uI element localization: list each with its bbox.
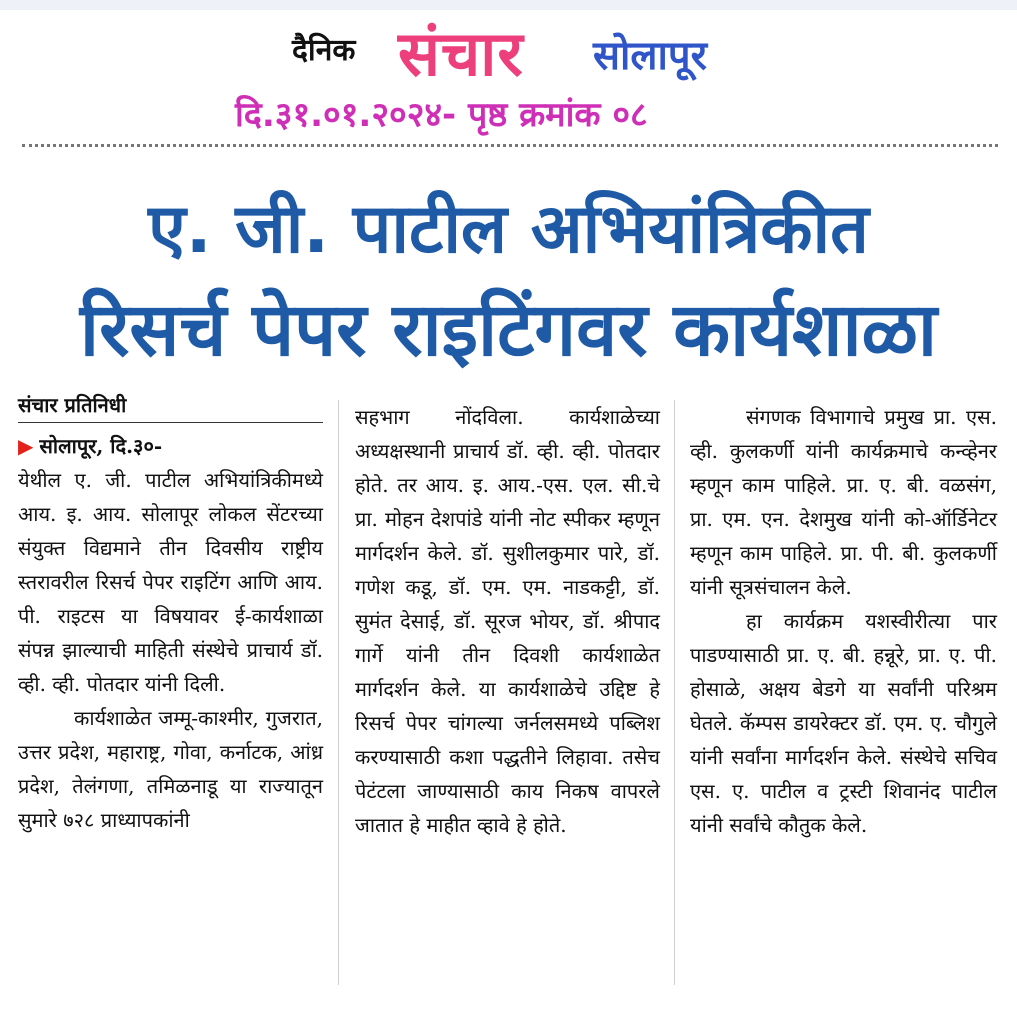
article-column-2 — [355, 400, 660, 842]
column-divider — [338, 400, 339, 985]
masthead — [0, 10, 1017, 90]
headline-line-2: रिसर्च पेपर राइटिंगवर कार्यशाळा — [79, 287, 938, 373]
headline-line-1: ए. जी. पाटील अभियांत्रिकीत — [148, 190, 869, 269]
masthead-city: सोलापूर — [593, 33, 707, 79]
paragraph: सहभाग नोंदविला. कार्यशाळेच्या अध्यक्षस्थानी प्राचार्य डॉ. व्ही. व्ही. पोतदार होते. तर आय. इ. आय.-एस. एल. सी.चे प्रा. मोहन देशपांडे यांनी नोट स्पीकर म्हणून मार्गदर्शन केले. डॉ. सुशीलकुमार पारे, डॉ. गणेश कडू, डॉ. एम. एम. नाडकट्टी, डॉ. सुमंत देसाई, डॉ. सूरज भोयर, डॉ. श्रीपाद गार्गे यांनी तीन दिवशी कार्यशाळेत मार्गदर्शन केले. या कार्यशाळेचे उद्दिष्ट हे रिसर्च पेपर चांगल्या जर्नलसमध्ये पब्लिश करण्यासाठी कशा पद्धतीने लिहावा. तसेच पेटंटला जाण्यासाठी काय निकष वापरले जातात हे माहीत व्हावे हे होते. — [355, 405, 660, 837]
edition-dateline: दि.३१.०१.२०२४- पृष्ठ क्रमांक ०८ — [235, 95, 648, 135]
paragraph: येथील ए. जी. पाटील अभियांत्रिकीमध्ये आय. इ. आय. सोलापूर लोकल सेंटरच्या संयुक्त विद्यमाने तीन दिवसीय राष्ट्रीय स्तरावरील रिसर्च पेपर राइटिंग आणि आय. पी. राइटस या विषयावर ई-कार्यशाळा संपन्न झाल्याची माहिती संस्थेचे प्राचार्य डॉ. व्ही. व्ही. पोतदार यांनी दिली. — [18, 468, 323, 696]
dotted-divider-top — [22, 144, 998, 147]
byline: संचार प्रतिनिधी — [18, 390, 323, 423]
top-strip — [0, 0, 1017, 10]
paragraph: संगणक विभागाचे प्रमुख प्रा. एस. व्ही. कुलकर्णी यांनी कार्यक्रमाचे कन्व्हेनर म्हणून काम पाहिले. प्रा. ए. बी. वळसंग, प्रा. एम. एन. देशमुख यांनी को-ऑर्डिनेटर म्हणून काम पाहिले. प्रा. पी. बी. कुलकर्णी यांनी सूत्रसंचालन केले. — [690, 405, 997, 599]
article-column-3 — [690, 400, 997, 842]
column-divider — [674, 400, 675, 985]
article-column-1 — [18, 390, 323, 837]
article-dateline-row — [18, 429, 323, 463]
paragraph: कार्यशाळेत जम्मू-काश्मीर, गुजरात, उत्तर प्रदेश, महाराष्ट्र, गोवा, कर्नाटक, आंध्र प्रदेश, तेलंगणा, तमिळनाडू या राज्यातून सुमारे ७२८ प्राध्यापकांनी — [18, 706, 323, 832]
bullet-triangle-icon: ▶ — [18, 434, 34, 458]
masthead-daily: दैनिक — [292, 33, 356, 68]
article-dateline: सोलापूर, दि.३०- — [39, 434, 163, 458]
masthead-title: संचार — [398, 17, 524, 90]
paragraph: हा कार्यक्रम यशस्वीरीत्या पार पाडण्यासाठी प्रा. ए. बी. हन्नूरे, प्रा. ए. पी. होसाळे, अक्षय बेडगे या सर्वांनी परिश्रम घेतले. कॅम्पस डायरेक्टर डॉ. एम. ए. चौगुले यांनी सर्वांना मार्गदर्शन केले. संस्थेचे सचिव एस. ए. पाटील व ट्रस्टी शिवानंद पाटील यांनी सर्वांचे कौतुक केले. — [690, 609, 997, 837]
